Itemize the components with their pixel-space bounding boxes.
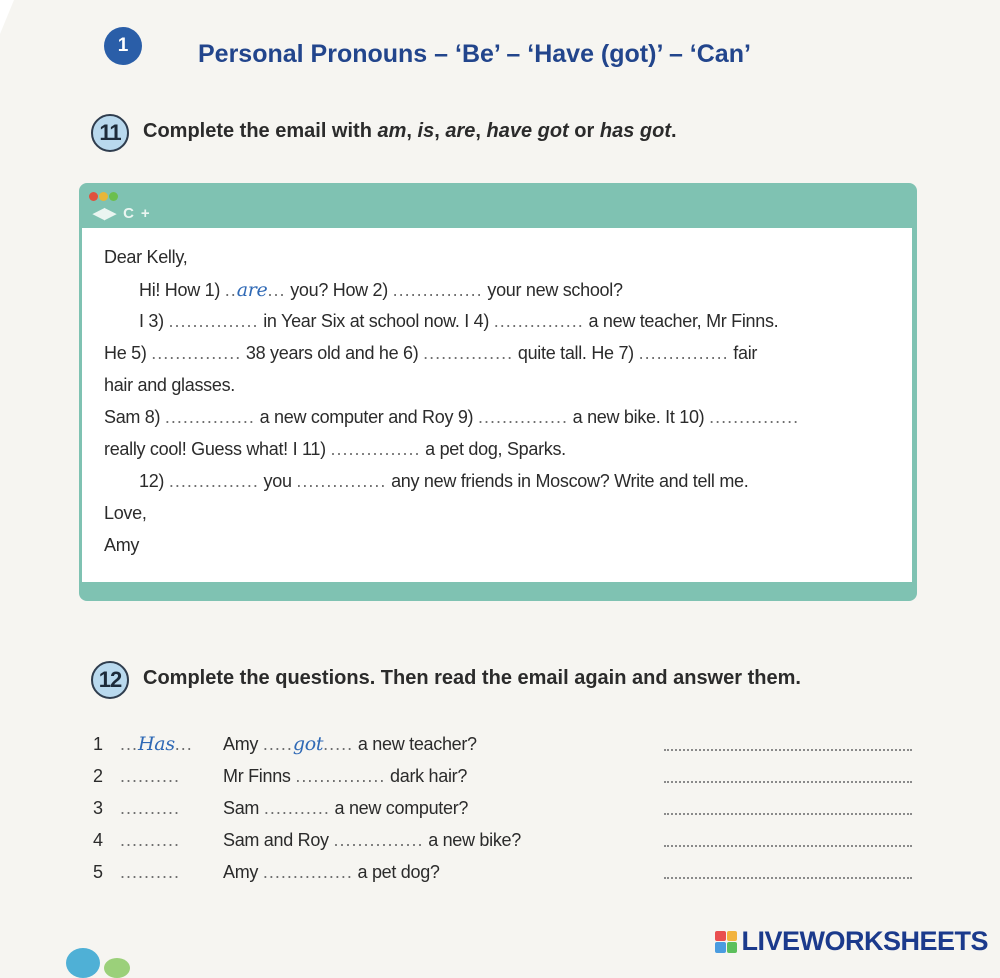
question-row — [93, 733, 477, 755]
question-rest: a new bike? — [428, 830, 521, 850]
back-forward-icon: ◀▶ — [93, 205, 117, 222]
answer-line[interactable] — [664, 813, 912, 815]
email-greeting: Dear Kelly, — [104, 247, 188, 267]
question-blank-2[interactable]: ........... — [263, 798, 330, 818]
question-blank-1[interactable] — [120, 733, 223, 755]
page-corner-fold — [0, 0, 14, 34]
handwritten-answer: Has — [138, 733, 175, 755]
question-rest: a pet dog? — [357, 862, 440, 882]
handwritten-answer-1: are — [236, 279, 268, 301]
decorative-blob — [66, 948, 100, 978]
maximize-dot-icon — [109, 192, 118, 201]
close-dot-icon — [89, 192, 98, 201]
question-blank-1[interactable] — [120, 797, 223, 819]
blank-6[interactable]: ............... — [423, 343, 514, 363]
question-subject: Amy — [223, 862, 259, 882]
email-line-7: 12) ............... you ............... any new friends in Moscow? Write and tell me. — [139, 471, 749, 491]
question-subject: Sam — [223, 798, 260, 818]
question-number: 2 — [93, 766, 103, 786]
question-blank-1[interactable] — [120, 861, 223, 883]
email-body — [82, 228, 912, 582]
email-window — [79, 183, 917, 601]
email-closing: Love, — [104, 503, 147, 523]
blank-10[interactable]: ............... — [709, 407, 800, 427]
email-line-5: Sam 8) ............... a new computer and Roy 9) ............... a new bike. It 10) ............... — [104, 407, 800, 427]
answer-line[interactable] — [664, 845, 912, 847]
question-number: 5 — [93, 862, 103, 882]
email-line-4: hair and glasses. — [104, 375, 235, 395]
blank-dots: ... — [120, 734, 139, 754]
exercise-11-instruction: Complete the email with am, is, are, have got or has got. — [143, 120, 677, 142]
question-rest: a new teacher? — [357, 734, 477, 754]
email-line-1: Hi! How 1) ..are... you? How 2) ............... your new school? — [139, 279, 623, 301]
question-blank-2[interactable]: ............... — [333, 830, 424, 850]
email-line-3: He 5) ............... 38 years old and he 6) ............... quite tall. He 7) ............... fair — [104, 343, 758, 363]
unit-title: Personal Pronouns – ‘Be’ – ‘Have (got)’ – ‘Can’ — [198, 40, 751, 68]
email-signature: Amy — [104, 535, 140, 555]
blank-dots: .......... — [120, 798, 181, 818]
question-subject: Sam and Roy — [223, 830, 329, 850]
refresh-icon: C — [123, 205, 134, 222]
blank-9[interactable]: ............... — [477, 407, 568, 427]
answer-line[interactable] — [664, 781, 912, 783]
blank-dots: .......... — [120, 830, 181, 850]
blank-11[interactable]: ............... — [330, 439, 421, 459]
blank-7[interactable]: ............... — [638, 343, 729, 363]
question-row — [93, 829, 521, 851]
question-number: 3 — [93, 798, 103, 818]
browser-nav-bar — [93, 204, 157, 222]
blank-8[interactable]: ............... — [164, 407, 255, 427]
minimize-dot-icon — [99, 192, 108, 201]
question-blank-2[interactable]: ............... — [295, 766, 386, 786]
email-line-6: really cool! Guess what! I 11) ............... a pet dog, Sparks. — [104, 439, 566, 459]
blank-5[interactable]: ............... — [151, 343, 242, 363]
blank-12a[interactable]: ............... — [168, 471, 259, 491]
question-blank-1[interactable] — [120, 829, 223, 851]
blank-dots: ... — [174, 734, 193, 754]
blank-2[interactable]: ............... — [392, 280, 483, 300]
handwritten-answer: got — [292, 733, 324, 755]
add-icon: + — [140, 205, 150, 222]
liveworksheets-logo — [715, 926, 988, 957]
blank-12b[interactable]: ............... — [296, 471, 387, 491]
unit-number-badge: 1 — [104, 27, 142, 65]
blank-4[interactable]: ............... — [493, 311, 584, 331]
question-blank-1[interactable] — [120, 765, 223, 787]
answer-line[interactable] — [664, 877, 912, 879]
question-row — [93, 861, 440, 883]
question-blank-2[interactable]: ............... — [262, 862, 353, 882]
blank-dots: .......... — [120, 766, 181, 786]
question-subject: Mr Finns — [223, 766, 291, 786]
exercise-12-number: 12 — [91, 661, 129, 699]
logo-text: LIVEWORKSHEETS — [741, 926, 988, 956]
exercise-11-number: 11 — [91, 114, 129, 152]
liveworksheets-logo-icon — [715, 931, 737, 953]
blank-3[interactable]: ............... — [168, 311, 259, 331]
exercise-12-instruction: Complete the questions. Then read the email again and answer them. — [143, 667, 801, 689]
decorative-blob — [104, 958, 130, 978]
question-number: 1 — [93, 734, 103, 754]
question-row — [93, 765, 467, 787]
question-rest: a new computer? — [334, 798, 469, 818]
question-rest: dark hair? — [390, 766, 468, 786]
question-row — [93, 797, 468, 819]
question-number: 4 — [93, 830, 103, 850]
question-blank-2[interactable]: ..... — [262, 734, 293, 754]
blank-dots: ..... — [323, 734, 354, 754]
blank-dots: .......... — [120, 862, 181, 882]
email-line-2: I 3) ............... in Year Six at school now. I 4) ............... a new teacher, Mr Finns. — [139, 311, 779, 331]
question-subject: Amy — [223, 734, 259, 754]
answer-line[interactable] — [664, 749, 912, 751]
